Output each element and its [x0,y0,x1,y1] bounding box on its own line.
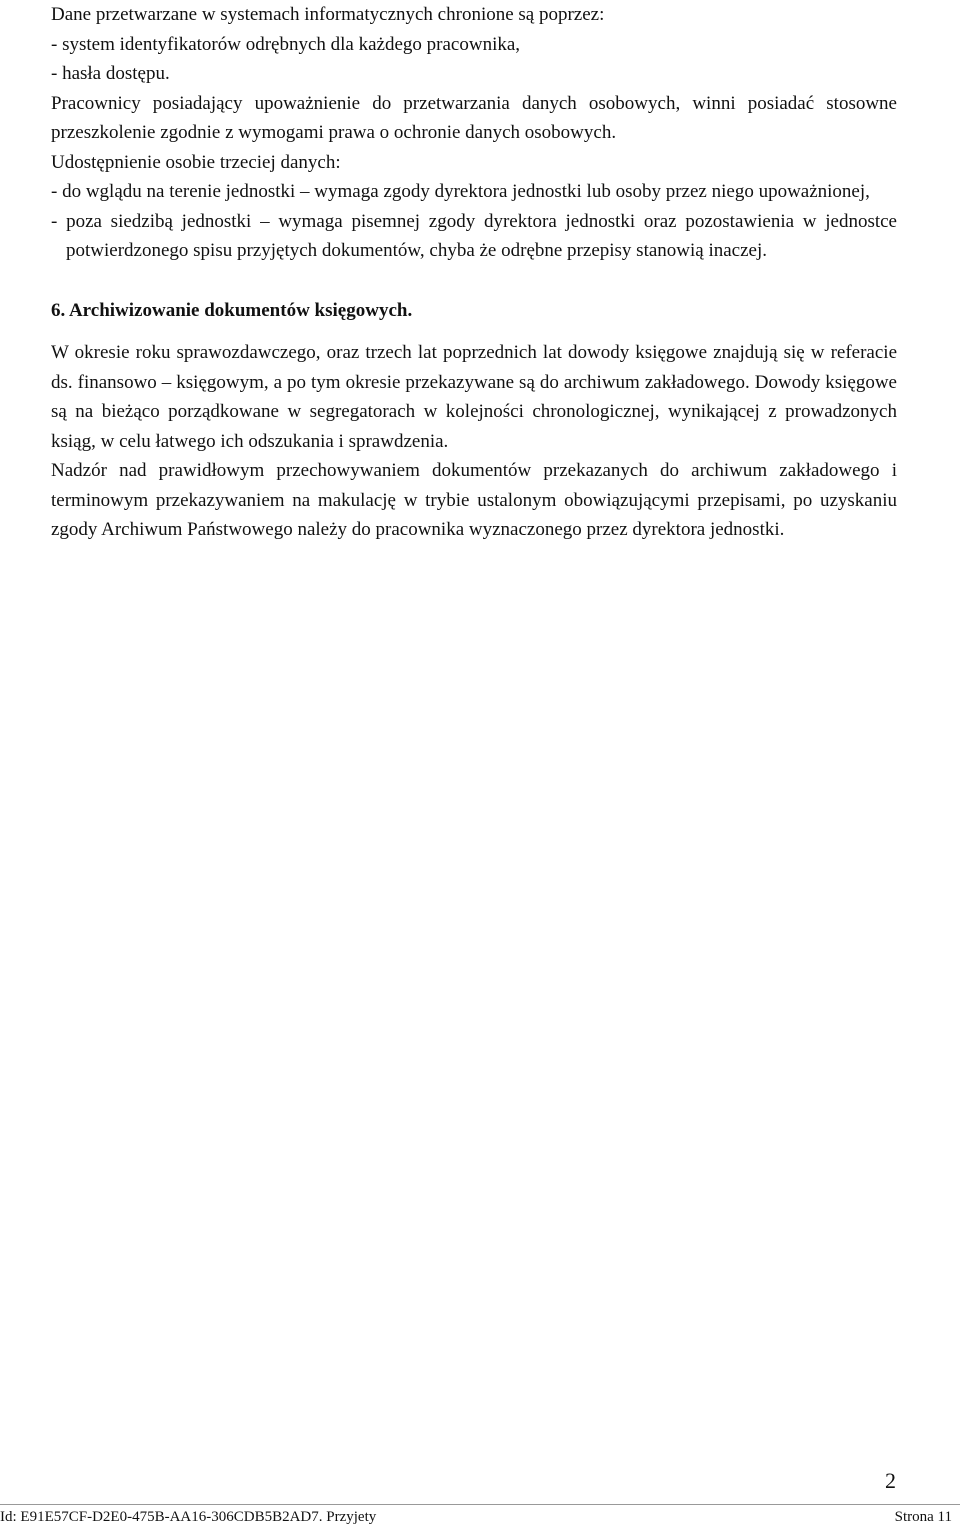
section-heading: 6. Archiwizowanie dokumentów księgowych. [51,299,413,321]
text-line: - system identyfikatorów odrębnych dla każdego pracownika, [51,33,521,55]
sharing-intro: Udostępnienie osobie trzeciej danych: [51,151,341,173]
document-body [51,0,897,545]
sharing-item: - do wglądu na terenie jednostki – wymaga zgody dyrektora jednostki lub osoby przez niego upoważnionej, [51,181,870,202]
footer-page-label: Strona 11 [894,1509,952,1525]
sharing-item: - poza siedzibą jednostki – wymaga pisemnej zgody dyrektora jednostki oraz pozostawienia w jednostce potwierdzonego spisu przyjętych dokumentów, chyba że odrębne przepisy stanowią inaczej. [51,210,897,261]
body-paragraph: Nadzór nad prawidłowym przechowywaniem dokumentów przekazanych do archiwum zakładowego i terminowym przekazywaniem na makulację w trybie ustalonym obowiązującymi przepisami, po uzyskaniu zgody Archiwum Państwowego należy do pracownika wyznaczonego przez dyrektora jednostki. [51,460,897,540]
text-line: Dane przetwarzane w systemach informatycznych chronione są poprzez: [51,4,605,25]
page-number: 2 [885,1468,896,1493]
text-line: - hasła dostępu. [51,63,170,84]
footer-document-id: Id: E91E57CF-D2E0-475B-AA16-306CDB5B2AD7. Przyjety [0,1509,377,1525]
footer-divider [0,1504,960,1505]
page-footer [0,1509,952,1526]
training-paragraph: Pracownicy posiadający upoważnienie do przetwarzania danych osobowych, winni posiadać stosowne przeszkolenie zgodnie z wymogami prawa o ochronie danych osobowych. [51,92,897,143]
body-paragraph: W okresie roku sprawozdawczego, oraz trzech lat poprzednich lat dowody księgowe znajdują się w referacie ds. finansowo – księgowym, a po tym okresie przekazywane są do archiwum zakładowego. Dowody księgowe są na bieżąco porządkowane w segregatorach w kolejności chronologicznej, wynikającej z prowadzonych ksiąg, w celu łatwego ich odszukania i sprawdzenia. [51,342,897,452]
